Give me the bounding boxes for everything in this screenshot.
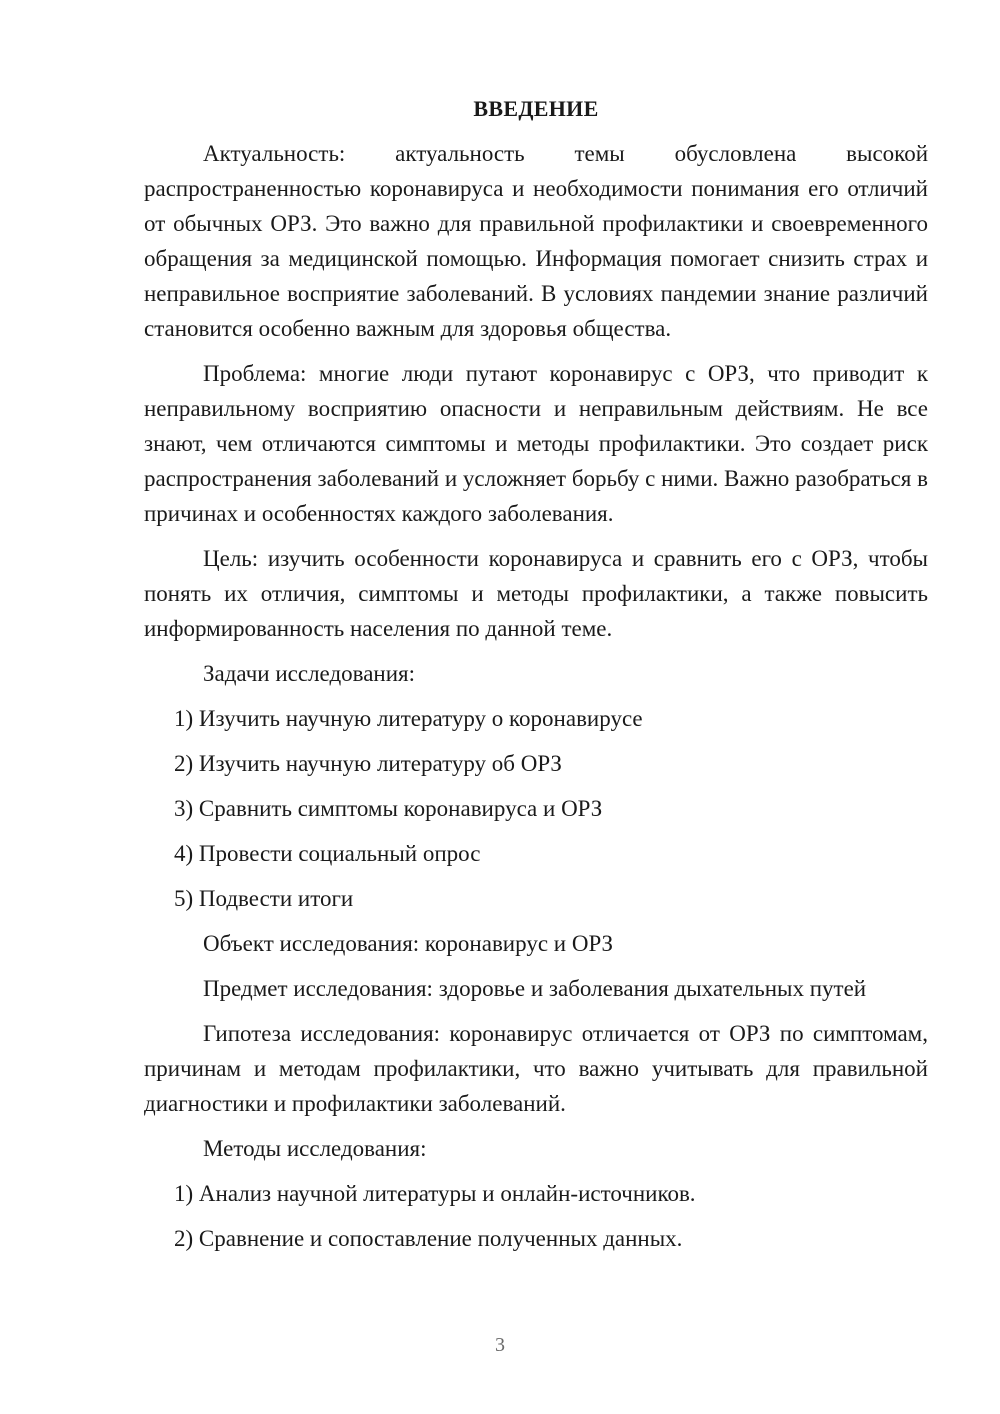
task-item-4: 4) Провести социальный опрос bbox=[174, 841, 481, 866]
task-item-3: 3) Сравнить симптомы коронавируса и ОРЗ bbox=[174, 796, 603, 821]
subject-line: Предмет исследования: здоровье и заболевания дыхательных путей bbox=[203, 976, 867, 1001]
goal-paragraph: Цель: изучить особенности коронавируса и сравнить его с ОРЗ, чтобы понять их отличия, симптомы и методы профилактики, а также повысить информированность населения по данной теме. bbox=[144, 546, 928, 641]
hypothesis-paragraph: Гипотеза исследования: коронавирус отличается от ОРЗ по симптомам, причинам и методам профилактики, что важно учитывать для правильной диагностики и профилактики заболеваний. bbox=[144, 1021, 928, 1116]
section-title: ВВЕДЕНИЕ bbox=[473, 96, 599, 121]
methods-heading: Методы исследования: bbox=[203, 1136, 427, 1161]
method-item-2: 2) Сравнение и сопоставление полученных данных. bbox=[174, 1226, 683, 1251]
task-item-5: 5) Подвести итоги bbox=[174, 886, 354, 911]
relevance-paragraph: Актуальность: актуальность темы обусловлена высокой распространенностью коронавируса и необходимости понимания его отличий от обычных ОРЗ. Это важно для правильной профилактики и своевременного обращения за медицинской помощью. Информация помогает снизить страх и неправильное восприятие заболеваний. В условиях пандемии знание различий становится особенно важным для здоровья общества. bbox=[144, 141, 928, 341]
method-item-1: 1) Анализ научной литературы и онлайн-источников. bbox=[174, 1181, 696, 1206]
problem-paragraph: Проблема: многие люди путают коронавирус с ОРЗ, что приводит к неправильному восприятию опасности и неправильным действиям. Не все знают, чем отличаются симптомы и методы профилактики. Это создает риск распространения заболеваний и усложняет борьбу с ними. Важно разобраться в причинах и особенностях каждого заболевания. bbox=[144, 361, 928, 526]
object-line: Объект исследования: коронавирус и ОРЗ bbox=[203, 931, 614, 956]
task-item-2: 2) Изучить научную литературу об ОРЗ bbox=[174, 751, 562, 776]
task-item-1: 1) Изучить научную литературу о коронавирусе bbox=[174, 706, 643, 731]
page-number: 3 bbox=[495, 1334, 505, 1356]
tasks-heading: Задачи исследования: bbox=[203, 661, 416, 686]
document-page bbox=[144, 92, 928, 1266]
